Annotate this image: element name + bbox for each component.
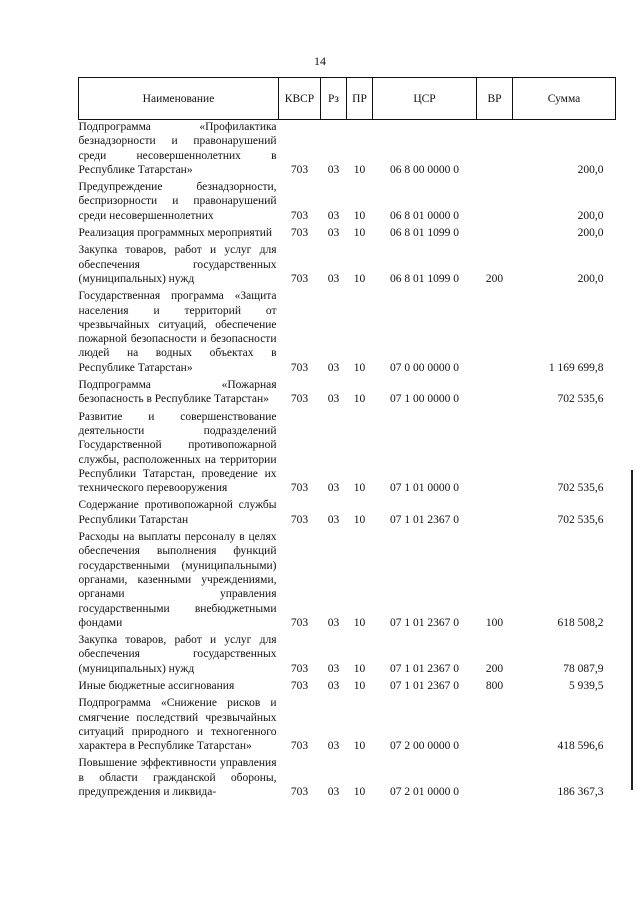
row-name: Закупка товаров, работ и услуг для обеспечения государственных (муниципальных) нужд xyxy=(78,634,277,675)
row-name: Повышение эффективности управления в области гражданской обороны, предупреждения и ликвида- xyxy=(78,757,277,799)
row-vr: 100 xyxy=(485,616,504,629)
row-name: Расходы на выплаты персоналу в целях обеспечения выполнения функций государственными (муниципальными) органами, казенными учреждениями, органами управления государственными внебюджетными фондами xyxy=(78,531,277,629)
row-pr: 10 xyxy=(353,227,366,240)
row-sum: 5 939,5 xyxy=(569,679,604,692)
header-row xyxy=(79,78,616,120)
row-kvsr: 703 xyxy=(290,163,309,176)
row-vr xyxy=(477,120,513,181)
row-name: Подпрограмма «Пожарная безопасность в Республике Татарстан» xyxy=(78,379,277,406)
table-row xyxy=(79,498,616,530)
row-rz: 03 xyxy=(327,740,340,753)
table-row xyxy=(79,378,616,410)
row-sum: 618 508,2 xyxy=(557,616,604,629)
row-csr: 07 0 00 0000 0 xyxy=(390,361,459,374)
row-kvsr: 703 xyxy=(290,740,309,753)
row-kvsr: 703 xyxy=(290,227,309,240)
header-rz: Рз xyxy=(321,78,347,120)
row-pr: 10 xyxy=(353,272,366,285)
table-row xyxy=(79,120,616,181)
header-kvsr: КВСР xyxy=(279,78,321,120)
table-body xyxy=(79,120,616,803)
row-kvsr: 703 xyxy=(290,393,309,406)
row-sum: 186 367,3 xyxy=(557,786,604,799)
row-vr xyxy=(477,180,513,226)
row-pr: 10 xyxy=(353,163,366,176)
row-sum: 1 169 699,8 xyxy=(548,361,604,374)
row-rz: 03 xyxy=(327,662,340,675)
row-name: Содержание противопожарной службы Республики Татарстан xyxy=(78,499,277,526)
row-csr: 07 1 00 0000 0 xyxy=(390,393,459,406)
row-csr: 07 1 01 2367 0 xyxy=(390,679,459,692)
table-row xyxy=(79,756,616,802)
row-sum: 200,0 xyxy=(577,163,604,176)
header-sum: Сумма xyxy=(513,78,616,120)
table-row xyxy=(79,530,616,633)
row-vr xyxy=(477,410,513,499)
page-number: 14 xyxy=(314,54,326,68)
row-rz: 03 xyxy=(327,163,340,176)
row-csr: 06 8 01 0000 0 xyxy=(390,209,459,222)
row-vr xyxy=(477,756,513,802)
header-csr: ЦСР xyxy=(373,78,477,120)
row-vr xyxy=(477,498,513,530)
row-sum: 702 535,6 xyxy=(557,482,604,495)
row-rz: 03 xyxy=(327,393,340,406)
row-rz: 03 xyxy=(327,209,340,222)
row-name: Развитие и совершенствование деятельности подразделений Государственной противопожарной службы, расположенных на территории Республики Татарстан, проведение их технического перевооружения xyxy=(78,410,277,495)
row-kvsr: 703 xyxy=(290,786,309,799)
row-pr: 10 xyxy=(353,361,366,374)
row-rz: 03 xyxy=(327,361,340,374)
row-sum: 418 596,6 xyxy=(557,740,604,753)
row-vr: 200 xyxy=(485,272,504,285)
row-sum: 78 087,9 xyxy=(563,662,604,675)
row-csr: 07 2 01 0000 0 xyxy=(390,786,459,799)
header-pr: ПР xyxy=(347,78,373,120)
row-csr: 07 1 01 2367 0 xyxy=(390,616,459,629)
row-pr: 10 xyxy=(353,740,366,753)
row-name: Предупреждение безнадзорности, беспризорности и правонарушений среди несовершеннолетних xyxy=(78,181,277,222)
row-pr: 10 xyxy=(353,209,366,222)
row-name: Иные бюджетные ассигнования xyxy=(78,679,235,692)
row-kvsr: 703 xyxy=(290,679,309,692)
row-csr: 07 1 01 0000 0 xyxy=(390,482,459,495)
row-vr xyxy=(477,226,513,243)
row-pr: 10 xyxy=(353,662,366,675)
row-sum: 702 535,6 xyxy=(557,393,604,406)
table-row xyxy=(79,226,616,243)
row-vr xyxy=(477,289,513,378)
row-csr: 06 8 01 1099 0 xyxy=(390,272,459,285)
scan-edge-line xyxy=(631,470,633,790)
table-row xyxy=(79,633,616,679)
row-csr: 07 2 00 0000 0 xyxy=(390,740,459,753)
row-pr: 10 xyxy=(353,393,366,406)
row-name: Закупка товаров, работ и услуг для обеспечения государственных (муниципальных) нужд xyxy=(78,244,277,285)
row-rz: 03 xyxy=(327,482,340,495)
table-row xyxy=(79,696,616,756)
row-pr: 10 xyxy=(353,786,366,799)
row-pr: 10 xyxy=(353,513,366,526)
row-name: Подпрограмма «Снижение рисков и смягчение последствий чрезвычайных ситуаций природного и техногенного характера в Республике Татарстан» xyxy=(78,697,277,753)
table-row xyxy=(79,679,616,696)
table-header xyxy=(79,78,616,120)
row-kvsr: 703 xyxy=(290,209,309,222)
table-row xyxy=(79,410,616,499)
table-row xyxy=(79,289,616,378)
row-rz: 03 xyxy=(327,616,340,629)
row-vr xyxy=(477,696,513,756)
row-pr: 10 xyxy=(353,482,366,495)
table-row xyxy=(79,180,616,226)
row-csr: 06 8 01 1099 0 xyxy=(390,227,459,240)
row-rz: 03 xyxy=(327,272,340,285)
row-rz: 03 xyxy=(327,679,340,692)
row-kvsr: 703 xyxy=(290,513,309,526)
row-kvsr: 703 xyxy=(290,616,309,629)
row-name: Реализация программных мероприятий xyxy=(78,227,273,240)
row-pr: 10 xyxy=(353,679,366,692)
row-kvsr: 703 xyxy=(290,662,309,675)
table-row xyxy=(79,243,616,289)
row-rz: 03 xyxy=(327,227,340,240)
row-csr: 06 8 00 0000 0 xyxy=(390,163,459,176)
row-name: Подпрограмма «Профилактика безнадзорности и правонарушений среди несовершеннолетних в Республике Татарстан» xyxy=(78,121,277,176)
row-vr: 200 xyxy=(485,662,504,675)
row-csr: 07 1 01 2367 0 xyxy=(390,513,459,526)
row-csr: 07 1 01 2367 0 xyxy=(390,662,459,675)
row-vr xyxy=(477,378,513,410)
row-sum: 200,0 xyxy=(577,272,604,285)
row-vr: 800 xyxy=(485,679,504,692)
row-kvsr: 703 xyxy=(290,482,309,495)
row-kvsr: 703 xyxy=(290,361,309,374)
row-sum: 200,0 xyxy=(577,209,604,222)
row-kvsr: 703 xyxy=(290,272,309,285)
header-name: Наименование xyxy=(79,78,279,120)
row-pr: 10 xyxy=(353,616,366,629)
header-vr: ВР xyxy=(477,78,513,120)
row-name: Государственная программа «Защита населения и территорий от чрезвычайных ситуаций, обеспечение пожарной безопасности и безопасности людей на водных объектах в Республике Татарстан» xyxy=(78,290,277,374)
row-sum: 702 535,6 xyxy=(557,513,604,526)
row-sum: 200,0 xyxy=(577,227,604,240)
budget-table xyxy=(78,77,616,802)
row-rz: 03 xyxy=(327,786,340,799)
row-rz: 03 xyxy=(327,513,340,526)
